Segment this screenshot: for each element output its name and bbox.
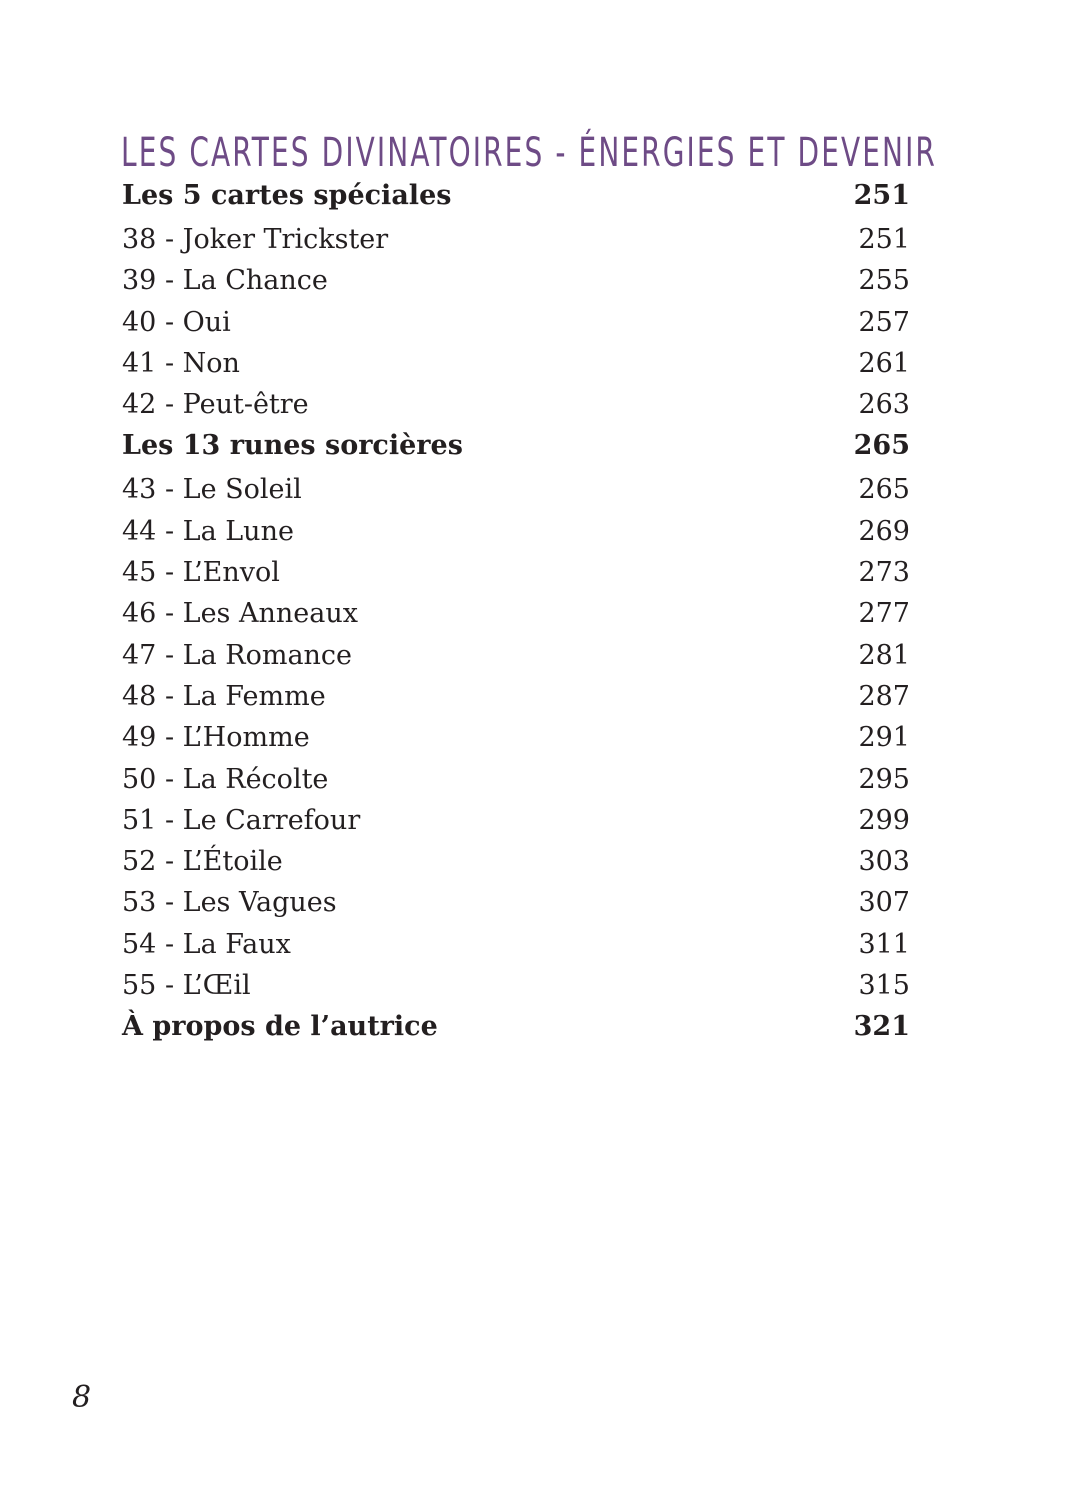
toc-row xyxy=(122,180,910,224)
toc-entry-page: 269 xyxy=(858,515,910,547)
toc-row xyxy=(122,929,910,970)
toc-entry-label: 38 - Joker Trickster xyxy=(122,224,389,255)
toc-entry-label: 41 - Non xyxy=(122,347,240,379)
toc-entry-page: 321 xyxy=(853,1011,910,1043)
toc-entry-page: 255 xyxy=(858,265,910,297)
toc-row xyxy=(122,474,910,515)
toc-row xyxy=(122,389,910,430)
toc-entry-label: 42 - Peut-être xyxy=(122,389,309,421)
toc-entry-label: À propos de l’autrice xyxy=(122,1011,438,1043)
toc-row xyxy=(122,557,910,598)
toc-entry-page: 295 xyxy=(858,763,910,795)
page-number: 8 xyxy=(72,1380,92,1415)
toc-row xyxy=(122,430,910,474)
toc-row xyxy=(122,348,910,389)
toc-entry-label: 54 - La Faux xyxy=(122,928,291,960)
toc-entry-page: 299 xyxy=(858,804,910,836)
toc-entry-label: 46 - Les Anneaux xyxy=(122,598,358,630)
toc-row xyxy=(122,887,910,928)
toc-entry-page: 311 xyxy=(858,928,910,960)
section-title: LES CARTES DIVINATOIRES - ÉNERGIES ET DEVENIR xyxy=(121,130,937,176)
toc-entry-label: 48 - La Femme xyxy=(122,680,326,712)
toc-entry-label: 45 - L’Envol xyxy=(122,557,280,589)
toc-row xyxy=(122,307,910,348)
toc-entry-page: 273 xyxy=(858,557,910,589)
toc-row xyxy=(122,846,910,887)
toc-entry-page: 261 xyxy=(858,347,910,379)
toc-entry-page: 315 xyxy=(858,970,910,1002)
toc-entry-page: 277 xyxy=(858,598,910,630)
toc-entry-page: 265 xyxy=(853,430,910,462)
toc-row xyxy=(122,722,910,763)
toc-entry-page: 251 xyxy=(853,180,910,211)
toc-row xyxy=(122,224,910,265)
toc-entry-label: 51 - Le Carrefour xyxy=(122,804,361,836)
toc-row xyxy=(122,516,910,557)
toc-entry-label: 40 - Oui xyxy=(122,306,231,338)
toc-row xyxy=(122,764,910,805)
toc-entry-label: 39 - La Chance xyxy=(122,265,328,297)
toc-entry-page: 291 xyxy=(858,722,910,754)
toc-entry-page: 265 xyxy=(858,474,910,506)
toc-entry-page: 257 xyxy=(858,306,910,338)
toc-entry-label: 49 - L’Homme xyxy=(122,722,310,754)
toc-row xyxy=(122,640,910,681)
toc-entry-page: 263 xyxy=(858,389,910,421)
toc-entry-label: 52 - L’Étoile xyxy=(122,846,283,878)
toc-entry-label: Les 13 runes sorcières xyxy=(122,430,463,462)
toc-entry-page: 251 xyxy=(858,224,910,255)
toc-entry-label: 53 - Les Vagues xyxy=(122,887,337,919)
toc-row xyxy=(122,598,910,639)
toc-row xyxy=(122,805,910,846)
toc-row xyxy=(122,681,910,722)
toc-row xyxy=(122,265,910,306)
toc-entry-page: 287 xyxy=(858,680,910,712)
toc-entry-label: Les 5 cartes spéciales xyxy=(122,180,452,211)
toc-row xyxy=(122,970,910,1011)
toc-entry-page: 281 xyxy=(858,639,910,671)
table-of-contents xyxy=(122,180,910,1055)
toc-entry-page: 307 xyxy=(858,887,910,919)
toc-entry-page: 303 xyxy=(858,846,910,878)
toc-entry-label: 55 - L’Œil xyxy=(122,970,251,1002)
toc-entry-label: 50 - La Récolte xyxy=(122,763,329,795)
toc-entry-label: 43 - Le Soleil xyxy=(122,474,302,506)
toc-entry-label: 44 - La Lune xyxy=(122,515,294,547)
toc-entry-label: 47 - La Romance xyxy=(122,639,353,671)
toc-row xyxy=(122,1011,910,1055)
